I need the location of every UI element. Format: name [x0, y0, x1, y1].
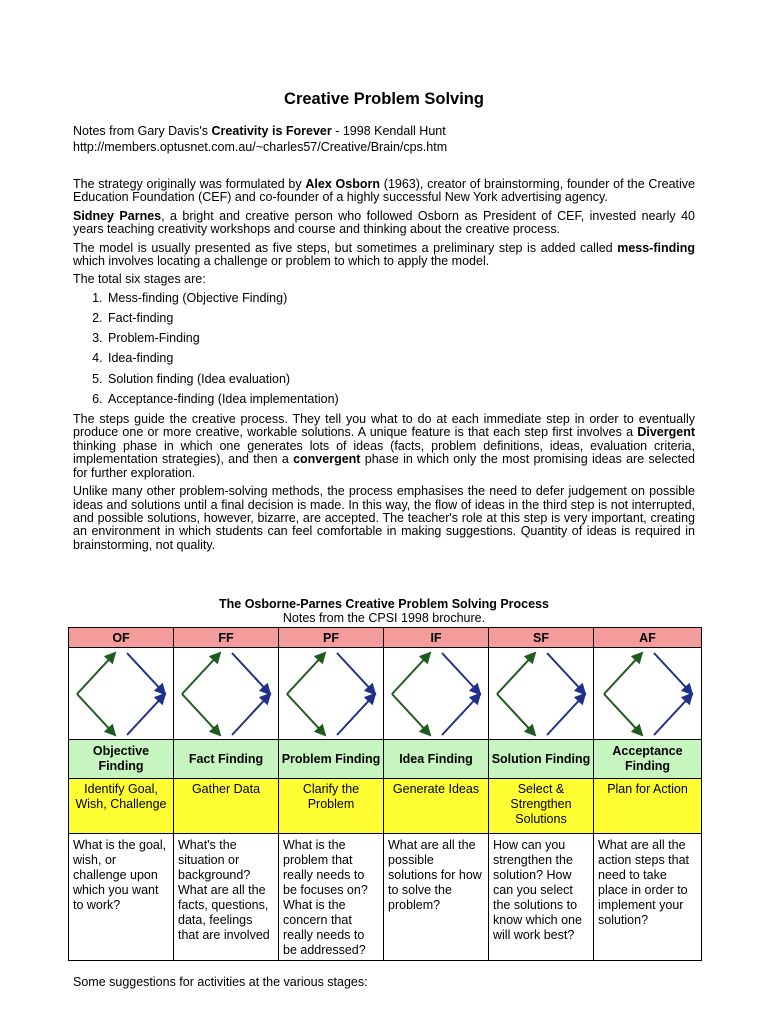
footer-text: Some suggestions for activities at the various stages:: [73, 975, 368, 989]
text: (1963), creator of brainstorming, founder of the Creative Education Foundation (CEF) and co-founder of a highly successful New York advertising agency.: [73, 177, 695, 205]
diagram-cell: [384, 648, 489, 740]
stage-cell: Problem Finding: [279, 740, 384, 779]
abbr-cell: SF: [489, 628, 594, 648]
paragraph-6: Unlike many other problem-solving methods, the process emphasises the need to defer judgement on possible ideas and solutions until a final decision is made. In this way, the flow of ideas in the third step is not interrupted, and possible solutions, however, bizarre, are accepted. The teacher's role at this step is very important, creating an environment in which students can feel comfortable in making suggestions. Quantity of ideas is required in brainstorming, not quality.: [73, 484, 695, 552]
question-cell: What is the problem that really needs to be focuses on? What is the concern that really needs to be addressed?: [279, 834, 384, 961]
cps-process-table: [68, 627, 702, 961]
diagram-row: [69, 648, 702, 740]
notes-suffix: - 1998 Kendall Hunt: [331, 124, 446, 138]
stages-list: [73, 292, 695, 406]
name-parnes: Sidney Parnes: [73, 208, 162, 223]
diverge-converge-diagram-icon: [384, 650, 488, 738]
question-cell: What's the situation or background? What are all the facts, questions, data, feelings that are involved: [174, 834, 279, 961]
action-row: [69, 779, 702, 834]
abbr-cell: OF: [69, 628, 174, 648]
diagram-cell: [174, 648, 279, 740]
abbreviation-row: [69, 628, 702, 648]
page-title: Creative Problem Solving: [284, 90, 484, 108]
paragraph-2: [73, 210, 695, 237]
text: thinking phase in which one generates lots of ideas (facts, problem definitions, ideas, evaluation criteria, implementation strategies), and then a: [73, 438, 695, 467]
diagram-cell: [489, 648, 594, 740]
diverge-converge-diagram-icon: [279, 650, 383, 738]
text: phase in which only the most promising ideas are selected for further exploration.: [73, 452, 695, 480]
source-url: http://members.optusnet.com.au/~charles57/Creative/Brain/cps.htm: [73, 140, 448, 154]
diverge-converge-diagram-icon: [489, 650, 593, 738]
abbr-cell: PF: [279, 628, 384, 648]
question-cell: How can you strengthen the solution? How can you select the solutions to know which one will work best?: [489, 834, 594, 961]
action-cell: Generate Ideas: [384, 779, 489, 834]
diverge-converge-diagram-icon: [69, 650, 173, 738]
table-title: The Osborne-Parnes Creative Problem Solving Process: [219, 597, 549, 611]
table-subtitle: Notes from the CPSI 1998 brochure.: [282, 611, 486, 625]
text: The model is usually presented as five steps, but sometimes a preliminary step is added called: [73, 240, 618, 255]
stage-row: [69, 740, 702, 779]
stage-cell: Solution Finding: [489, 740, 594, 779]
abbr-cell: AF: [594, 628, 702, 648]
action-cell: Gather Data: [174, 779, 279, 834]
paragraph-5: [73, 413, 695, 480]
name-osborn: Alex Osborn: [305, 177, 381, 191]
action-cell: Clarify the Problem: [279, 779, 384, 834]
diverge-converge-diagram-icon: [594, 650, 701, 738]
question-row: [69, 834, 702, 961]
abbr-cell: FF: [174, 628, 279, 648]
question-cell: What are all the action steps that need to take place in order to implement your solution?: [594, 834, 702, 961]
diagram-cell: [279, 648, 384, 740]
notes-line: [73, 123, 693, 139]
list-item: 1. Mess-finding (Objective Finding): [106, 292, 695, 305]
diagram-cell: [594, 648, 702, 740]
text: The strategy originally was formulated by: [73, 177, 306, 191]
stage-cell: Objective Finding: [69, 740, 174, 779]
paragraph-1: [73, 178, 695, 205]
list-item: 6. Acceptance-finding (Idea implementation): [106, 393, 695, 406]
source-notes: [73, 123, 693, 155]
body-text: [73, 178, 695, 557]
text: , a bright and creative person who followed Osborn as President of CEF, invested nearly 40 years teaching creativity workshops and course and thinking about the creative process.: [73, 208, 695, 237]
term-mess-finding: mess-finding: [617, 240, 695, 255]
list-item: 4. Idea-finding: [106, 352, 695, 365]
text: which involves locating a challenge or problem to which to apply the model.: [73, 254, 490, 269]
stage-cell: Fact Finding: [174, 740, 279, 779]
action-cell: Identify Goal, Wish, Challenge: [69, 779, 174, 834]
question-cell: What is the goal, wish, or challenge upon which you want to work?: [69, 834, 174, 961]
list-item: 5. Solution finding (Idea evaluation): [106, 373, 695, 386]
list-item: 2. Fact-finding: [106, 312, 695, 325]
action-cell: Plan for Action: [594, 779, 702, 834]
action-cell: Select & Strengthen Solutions: [489, 779, 594, 834]
diverge-converge-diagram-icon: [174, 650, 278, 738]
notes-prefix: Notes from Gary Davis's: [73, 124, 212, 138]
paragraph-4: The total six stages are:: [73, 272, 206, 287]
book-title: Creativity is Forever: [211, 124, 332, 138]
term-divergent: Divergent: [637, 425, 695, 440]
diagram-cell: [69, 648, 174, 740]
paragraph-3: [73, 242, 695, 269]
question-cell: What are all the possible solutions for how to solve the problem?: [384, 834, 489, 961]
abbr-cell: IF: [384, 628, 489, 648]
stage-cell: Acceptance Finding: [594, 740, 702, 779]
list-item: 3. Problem-Finding: [106, 332, 695, 345]
term-convergent: convergent: [293, 452, 361, 467]
text: The steps guide the creative process. They tell you what to do at each immediate step in order to eventually produce one or more creative, workable solutions. A unique feature is that each step first involves a: [73, 412, 695, 440]
stage-cell: Idea Finding: [384, 740, 489, 779]
